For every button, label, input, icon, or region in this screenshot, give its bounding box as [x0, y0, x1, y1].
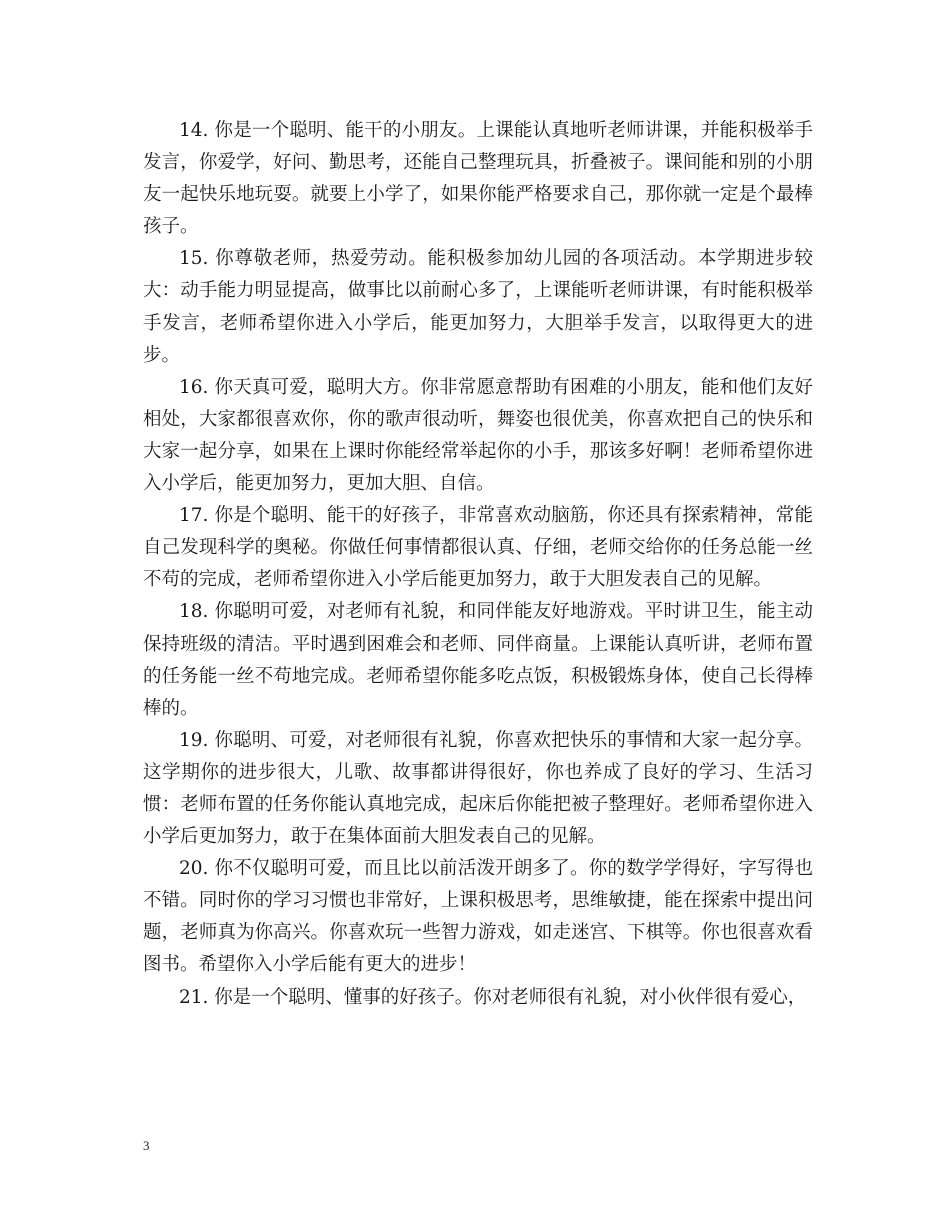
paragraph-19: 19. 你聪明、可爱，对老师很有礼貌，你喜欢把快乐的事情和大家一起分享。这学期你的进步很大，儿歌、故事都讲得很好，你也养成了良好的学习、生活习惯：老师布置的任务你能认真地完成，起床后你能把被子整理好。老师希望你进入小学后更加努力，敢于在集体面前大胆发表自己的见解。: [143, 729, 813, 848]
paragraph-18: 18. 你聪明可爱，对老师有礼貌，和同伴能友好地游戏。平时讲卫生，能主动保持班级的清洁。平时遇到困难会和老师、同伴商量。上课能认真听讲，老师布置的任务能一丝不苟地完成。老师希望你能多吃点饭，积极锻炼身体，使自己长得棒棒的。: [143, 601, 813, 719]
paragraph-17: 17. 你是个聪明、能干的好孩子，非常喜欢动脑筋，你还具有探索精神，常能自己发现科学的奥秘。你做任何事情都很认真、仔细，老师交给你的任务总能一丝不苟的完成，老师希望你进入小学后能更加努力，敢于大胆发表自己的见解。: [143, 505, 813, 591]
paragraph-15: 15. 你尊敬老师，热爱劳动。能积极参加幼儿园的各项活动。本学期进步较大：动手能力明显提高，做事比以前耐心多了，上课能听老师讲课，有时能积极举手发言，老师希望你进入小学后，能更加努力，大胆举手发言，以取得更大的进步。: [143, 248, 813, 366]
document-body: [143, 115, 813, 1014]
paragraph-14: 14. 你是一个聪明、能干的小朋友。上课能认真地听老师讲课，并能积极举手发言，你爱学，好问、勤思考，还能自己整理玩具，折叠被子。课间能和别的小朋友一起快乐地玩耍。就要上小学了，如果你能严格要求自己，那你就一定是个最棒孩子。: [143, 120, 813, 238]
page-number: 3: [143, 1138, 150, 1153]
paragraph-20: 20. 你不仅聪明可爱，而且比以前活泼开朗多了。你的数学学得好，字写得也不错。同时你的学习习惯也非常好，上课积极思考，思维敏捷，能在探索中提出问题，老师真为你高兴。你喜欢玩一些智力游戏，如走迷宫、下棋等。你也很喜欢看图书。希望你入小学后能有更大的进步！: [143, 858, 813, 976]
paragraph-21: 21. 你是一个聪明、懂事的好孩子。你对老师很有礼貌，对小伙伴很有爱心，: [179, 986, 807, 1008]
paragraph-16: 16. 你天真可爱，聪明大方。你非常愿意帮助有困难的小朋友，能和他们友好相处，大家都很喜欢你，你的歌声很动听，舞姿也很优美，你喜欢把自己的快乐和大家一起分享，如果在上课时你能经常举起你的小手，那该多好啊！老师希望你进入小学后，能更加努力，更加大胆、自信。: [143, 376, 813, 495]
